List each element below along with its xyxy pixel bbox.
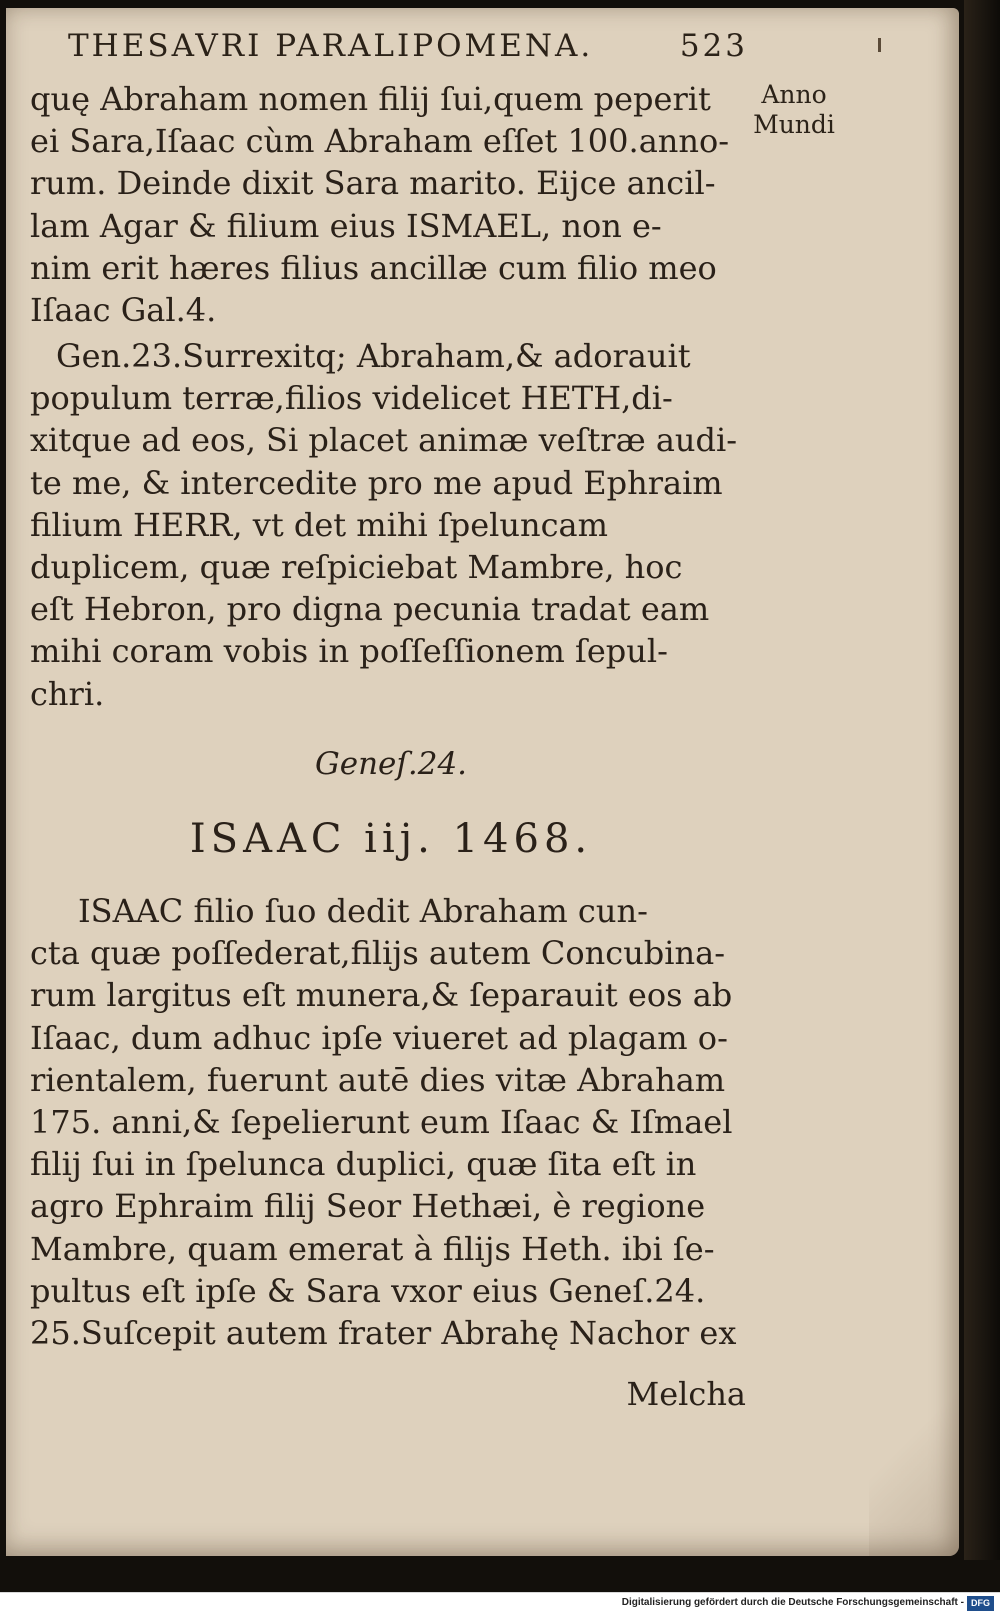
margin-note-line: Mundi [753, 110, 835, 139]
text-line: Gen.23.Surrexitq; Abraham,& adorauit [56, 337, 691, 375]
running-title: THESAVRI PARALIPOMENA. [68, 28, 594, 64]
text-line: mihi coram vobis in poſſeſſionem ſepul- [30, 632, 668, 671]
text-line: agro Ephraim filij Seor Hethæi, è regione [30, 1187, 706, 1226]
text-line: 25.Suſcepit autem frater Abrahę Nachor ex [30, 1313, 737, 1352]
section-reference: Geneſ.24. [314, 746, 468, 782]
text-line: filium HERR, vt det mihi ſpeluncam [30, 505, 608, 544]
section-heading: ISAAC iij. 1468. [189, 816, 593, 862]
text-line: nim erit hæres filius ancillæ cum filio meo [30, 248, 717, 287]
text-line: cta quæ poſſederat,filijs autem Concubina- [30, 934, 726, 973]
text-line: 175. anni,& ſepelierunt eum Iſaac & Iſmael [30, 1102, 733, 1141]
catchword: Melcha [626, 1375, 746, 1413]
text-line: filij ſui in ſpelunca duplici, quæ ſita eſt in [30, 1145, 697, 1184]
paragraph-isaac [30, 890, 752, 1354]
text-line: ei Sara,Iſaac cùm Abraham eſſet 100.anno- [30, 122, 730, 161]
text-line: Iſaac, dum adhuc ipſe viueret ad plagam o- [30, 1018, 728, 1057]
paragraph-abraham-isaac [30, 78, 752, 331]
text-line: lam Agar & filium eius ISMAEL, non e- [30, 206, 662, 245]
margin-note [744, 80, 844, 140]
margin-mark [878, 38, 881, 52]
text-line: chri. [30, 674, 105, 713]
text-line: duplicem, quæ reſpiciebat Mambre, hoc [30, 547, 683, 586]
page-number: 523 [679, 28, 748, 64]
text-line: Iſaac Gal.4. [30, 290, 217, 329]
text-line: rientalem, fuerunt autē dies vitæ Abraham [30, 1060, 726, 1099]
paragraph-genesis-23 [30, 335, 752, 715]
dfg-logo-icon: DFG [967, 1596, 994, 1611]
text-line: populum terræ,filios videlicet HETH,di- [30, 379, 673, 418]
text-line: rum. Deinde dixit Sara marito. Eijce ancil- [30, 164, 716, 203]
margin-note-line: Anno [761, 80, 827, 109]
page-edge-shadow [964, 0, 1000, 1560]
text-line: rum largitus eſt munera,& ſeparauit eos ab [30, 976, 733, 1015]
text-line: Mambre, quam emerat à filijs Heth. ibi ſe- [30, 1229, 715, 1268]
text-line: pultus eſt ipſe & Sara vxor eius Geneſ.24. [30, 1271, 706, 1310]
text-line: quę Abraham nomen filij ſui,quem peperit [30, 80, 711, 118]
funding-credit: Digitalisierung gefördert durch die Deutsche Forschungsgemeinschaft - [621, 1597, 964, 1608]
book-page [6, 8, 959, 1556]
text-line: xitque ad eos, Si placet animæ veſtræ audi- [30, 421, 738, 460]
running-header [68, 28, 748, 64]
footer-bar [0, 1592, 1000, 1615]
text-line: te me, & intercedite pro me apud Ephraim [30, 463, 723, 502]
text-line: eſt Hebron, pro digna pecunia tradat eam [30, 590, 710, 629]
text-line: ISAAC filio ſuo dedit Abraham cun- [78, 892, 648, 930]
